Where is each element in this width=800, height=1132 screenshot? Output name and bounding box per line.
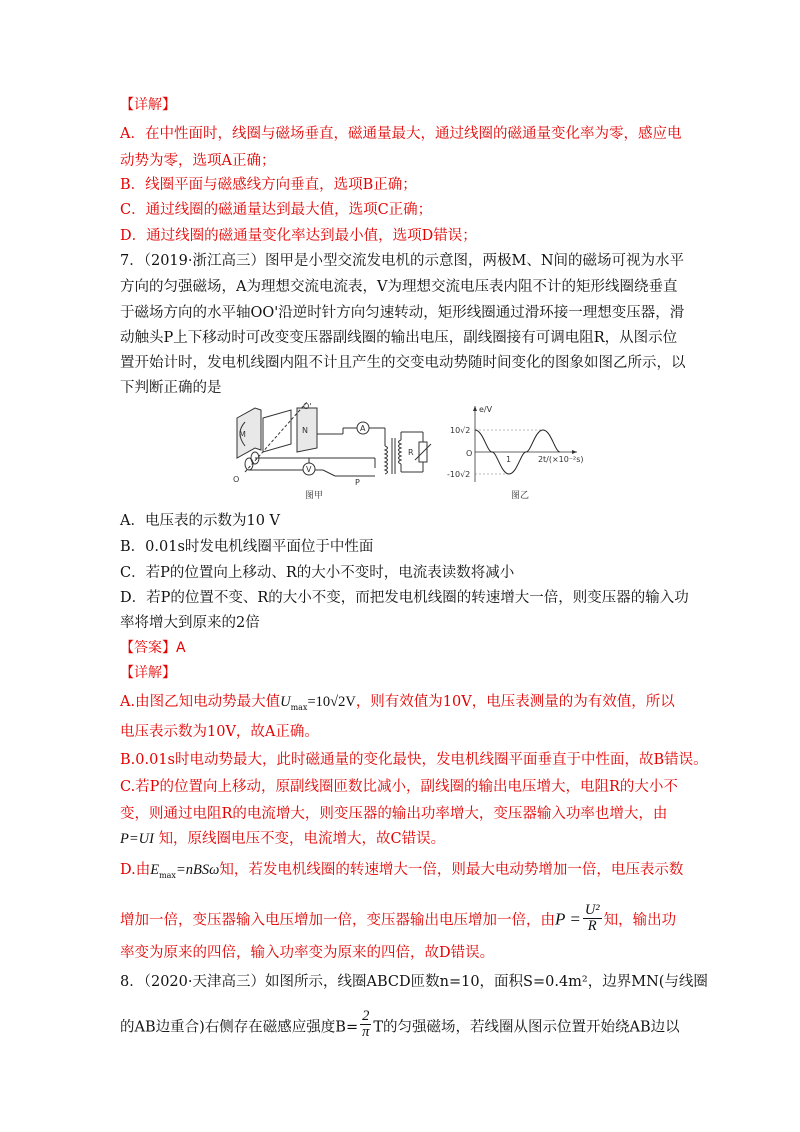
q8-line2: 的AB边重合)右侧存在磁感应强度B= $\frac{2}{\pi}$ T的匀强磁场，若线圈从图示位置开始绕AB边以	[120, 1008, 680, 1040]
option-b: B．0.01s时发电机线圈平面位于中性面	[120, 539, 374, 555]
detail-line: B．线圈平面与磁感线方向垂直，选项B正确；	[120, 177, 417, 193]
question-line: 置开始计时，发电机线圈内阻不计且产生的交变电动势随时间变化的图象如图乙所示，以	[120, 355, 686, 371]
detail-a-line1: A.由图乙知电动势最大值$U_{max}=10√2V$，则有效值为10V，电压表测量的为有效值，所以	[120, 694, 675, 712]
y-min-label: -10√2	[447, 470, 471, 479]
label-A: A	[360, 424, 366, 433]
x-axis-label: t/(×10⁻²s)	[543, 455, 584, 464]
detail-d-line2: 增加一倍，变压器输入电压增加一倍，变压器输出电压增加一倍，由P = $\frac{\text{U²}}{R}$ 知，输出功	[120, 902, 677, 934]
label-M: M	[239, 430, 246, 439]
emf-graph	[447, 405, 584, 482]
option-c: C．若P的位置向上移动、R的大小不变时，电流表读数将减小	[120, 565, 515, 581]
detail-line: C．通过线圈的磁通量达到最大值，选项C正确；	[120, 202, 433, 218]
detail-b-line: B.0.01s时电动势最大，此时磁通量的变化最快，发电机线圈平面垂直于中性面，故B错误。	[120, 752, 708, 768]
option-a: A．电压表的示数为10 V	[120, 513, 281, 529]
question-line: 于磁场方向的水平轴OO'沿逆时针方向匀速转动，矩形线圈通过滑环接一理想变压器，滑	[120, 305, 685, 321]
detail-line: D．通过线圈的磁通量变化率达到最小值，选项D错误；	[120, 228, 477, 244]
q8-line1: 8．（2020·天津高三）如图所示，线圈ABCD匝数n=10，面积S=0.4m²，边界MN(与线圈	[120, 974, 708, 990]
detail-c-line3: P=UI 知，原线圈电压不变，电流增大，故C错误。	[120, 831, 446, 847]
question-line: 7．（2019·浙江高三）图甲是小型交流发电机的示意图，两极M、N间的磁场可视为水平	[120, 253, 685, 269]
question-line: 动触头P上下移动时可改变变压器副线圈的输出电压，副线圈接有可调电阻R，从图示位	[120, 330, 678, 346]
detail-tag: 【详解】	[120, 97, 176, 113]
detail-d-line3: 率变为原来的四倍，输入功率变为原来的四倍，故D错误。	[120, 945, 495, 961]
label-O-bottom: O	[233, 475, 240, 484]
y-axis-label: e/V	[479, 405, 493, 414]
detail-a-line2: 电压表示数为10V，故A正确。	[120, 724, 319, 740]
detail-c-line2: 变，则通过电阻R的电流增大，则变压器的输出功率增大，变压器输入功率也增大，由	[120, 806, 668, 822]
question-line: 方向的匀强磁场，A为理想交流电流表，V为理想交流电压表内阻不计的矩形线圈绕垂直	[120, 279, 678, 295]
label-V: V	[306, 465, 312, 474]
detail-line: 动势为零，选项A正确；	[120, 153, 276, 169]
label-N: N	[302, 426, 308, 435]
question-figure	[225, 400, 625, 500]
detail-tag-2: 【详解】	[120, 665, 176, 681]
figure-caption-left: 图甲	[305, 491, 324, 500]
x-tick-1: 1	[506, 455, 512, 464]
label-R: R	[408, 448, 414, 457]
detail-line: A．在中性面时，线圈与磁场垂直，磁通量最大，通过线圈的磁通量变化率为零，感应电	[120, 126, 682, 142]
label-P: P	[355, 478, 360, 487]
x-tick-2: 2	[538, 455, 544, 464]
answer-tag: 【答案】A	[120, 640, 186, 656]
figure-caption-right: 图乙	[511, 491, 530, 500]
detail-d-line1: D.由$E_{max}=nBS\omega$知，若发电机线圈的转速增大一倍，则最大电动势增加一倍，电压表示数	[120, 862, 684, 880]
generator-diagram	[237, 402, 431, 476]
y-max-label: 10√2	[450, 426, 471, 435]
origin-label: O	[466, 449, 473, 458]
option-d: D．若P的位置不变、R的大小不变，而把发电机线圈的转速增大一倍，则变压器的输入功	[120, 590, 689, 606]
question-line: 下判断正确的是	[120, 380, 222, 396]
option-d-cont: 率将增大到原来的2倍	[120, 615, 260, 631]
detail-c-line1: C.若P的位置向上移动，原副线圈匝数比减小，副线圈的输出电压增大，电阻R的大小不	[120, 779, 678, 795]
label-O-top: O'	[303, 402, 312, 411]
